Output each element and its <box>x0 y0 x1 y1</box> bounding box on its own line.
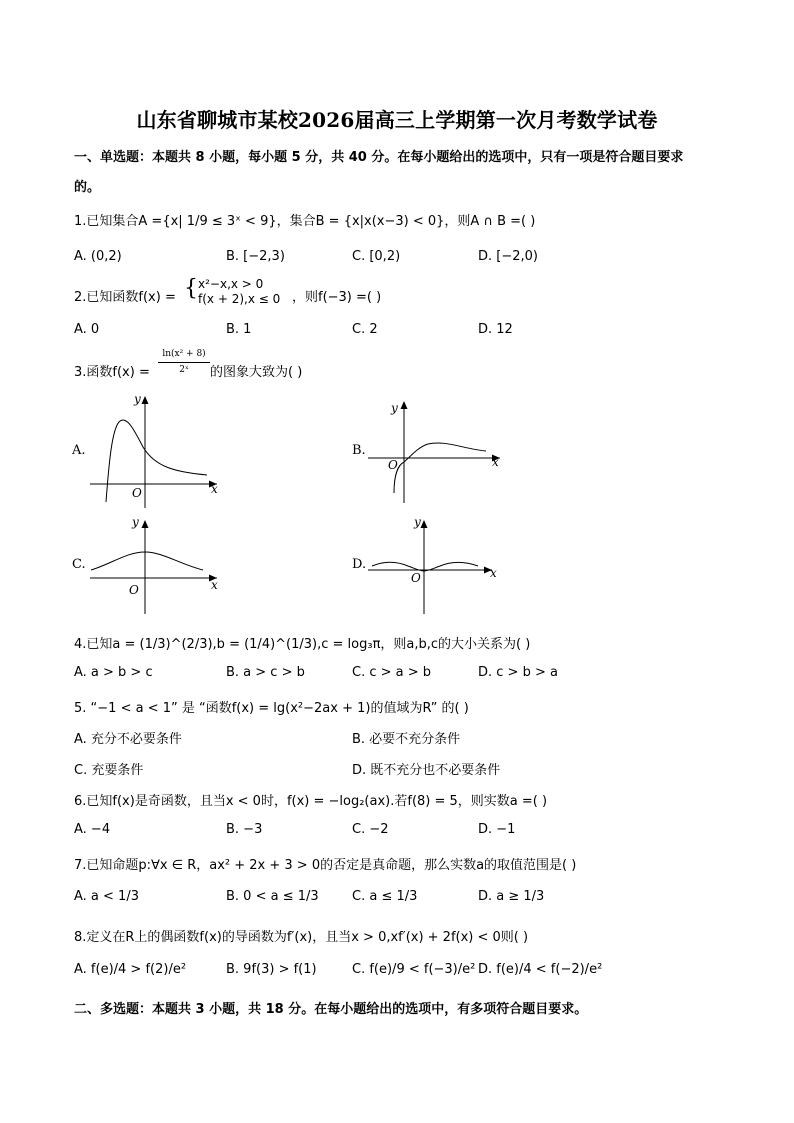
question-8-option-c: C. f(e)/9 < f(−3)/e² <box>352 962 476 977</box>
fraction-bar <box>158 362 210 363</box>
question-4-option-a: A. a > b > c <box>74 665 153 680</box>
question-5-option-c: C. 充要条件 <box>74 763 144 778</box>
section-2-heading: 二、多选题：本题共 3 小题，共 18 分。在每小题给出的选项中，有多项符合题目要求。 <box>74 1002 588 1017</box>
piecewise-case-1: x²−x,x > 0 <box>198 277 264 291</box>
graph-b-x-label: x <box>492 455 499 469</box>
question-7-option-a: A. a < 1/3 <box>74 889 139 904</box>
graph-c-origin: O <box>129 583 139 597</box>
graph-a <box>85 392 230 510</box>
graph-a-y-label: y <box>134 392 141 406</box>
question-1-option-b: B. [−2,3) <box>226 249 285 264</box>
graph-c-x-label: x <box>211 578 218 592</box>
question-7-option-b: B. 0 < a ≤ 1/3 <box>226 889 319 904</box>
graph-b-curve <box>394 443 486 493</box>
graph-d-y-label: y <box>414 515 421 529</box>
graph-d-y-arrow <box>421 520 428 528</box>
question-7-option-d: D. a ≥ 1/3 <box>478 889 545 904</box>
question-1-stem: 1.已知集合A ={x| 1/9 ≤ 3ˣ < 9}，集合B = {x|x(x−3) < 0}，则A ∩ B =( ) <box>74 214 536 229</box>
graph-b-origin: O <box>388 458 398 472</box>
graph-a-label: A. <box>72 443 86 458</box>
piecewise-case-2: f(x + 2),x ≤ 0 <box>198 292 281 306</box>
question-2-option-c: C. 2 <box>352 322 378 337</box>
question-8-option-b: B. 9f(3) > f(1) <box>226 962 317 977</box>
graph-d <box>362 514 507 618</box>
question-7-stem: 7.已知命题p:∀x ∈ R，ax² + 2x + 3 > 0的否定是真命题，那么实数a的取值范围是( ) <box>74 858 577 873</box>
question-6-option-b: B. −3 <box>226 822 263 837</box>
graph-b-y-label: y <box>391 401 398 415</box>
question-4-option-c: C. c > a > b <box>352 665 432 680</box>
graph-c-y-arrow <box>142 520 149 528</box>
fraction-denominator: 2ˣ <box>179 365 189 375</box>
question-3-stem-prefix: 3.函数f(x) = <box>74 365 150 380</box>
section-1-heading-line1: 一、单选题：本题共 8 小题，每小题 5 分，共 40 分。在每小题给出的选项中，只有一项是符合题目要求 <box>74 150 684 165</box>
question-4-option-d: D. c > b > a <box>478 665 558 680</box>
question-5-option-b: B. 必要不充分条件 <box>352 732 461 747</box>
question-6-stem: 6.已知f(x)是奇函数，且当x < 0时，f(x) = −log₂(ax).若f(8) = 5，则实数a =( ) <box>74 794 548 809</box>
question-5-stem: 5. “−1 < a < 1” 是 “函数f(x) = lg(x²−2ax + 1)的值域为R” 的( ) <box>74 701 469 716</box>
question-8-option-a: A. f(e)/4 > f(2)/e² <box>74 962 187 977</box>
graph-c-label: C. <box>72 557 86 572</box>
piecewise-brace: { <box>184 276 198 301</box>
question-3-stem-suffix: 的图象大致为( ) <box>210 365 303 380</box>
question-5-option-d: D. 既不充分也不必要条件 <box>352 763 501 778</box>
question-2-option-d: D. 12 <box>478 322 513 337</box>
question-7-option-c: C. a ≤ 1/3 <box>352 889 418 904</box>
question-4-stem: 4.已知a = (1/3)^(2/3),b = (1/4)^(1/3),c = log₃π，则a,b,c的大小关系为( ) <box>74 637 531 652</box>
question-1-option-d: D. [−2,0) <box>478 249 538 264</box>
graph-d-label: D. <box>352 557 367 572</box>
graph-d-origin: O <box>411 571 421 585</box>
graph-d-x-label: x <box>490 566 497 580</box>
page-title: 山东省聊城市某校2026届高三上学期第一次月考数学试卷 <box>136 108 658 132</box>
question-1-option-a: A. (0,2) <box>74 249 122 264</box>
graph-b <box>362 395 507 505</box>
graph-a-x-label: x <box>211 482 218 496</box>
section-1-heading-line2: 的。 <box>74 180 101 195</box>
graph-c-curve <box>91 552 203 570</box>
graph-b-label: B. <box>352 443 366 458</box>
question-1-option-c: C. [0,2) <box>352 249 401 264</box>
question-5-option-a: A. 充分不必要条件 <box>74 732 182 747</box>
question-6-option-a: A. −4 <box>74 822 111 837</box>
question-4-option-b: B. a > c > b <box>226 665 305 680</box>
question-6-option-c: C. −2 <box>352 822 389 837</box>
fraction-numerator: ln(x² + 8) <box>162 349 206 359</box>
graph-c <box>85 514 230 618</box>
question-2-stem-prefix: 2.已知函数f(x) = <box>74 290 176 305</box>
graph-a-origin: O <box>132 486 142 500</box>
question-2-option-b: B. 1 <box>226 322 252 337</box>
graph-a-curve <box>106 420 207 502</box>
question-2-option-a: A. 0 <box>74 322 100 337</box>
question-8-option-d: D. f(e)/4 < f(−2)/e² <box>478 962 603 977</box>
graph-b-y-arrow <box>401 401 408 409</box>
question-8-stem: 8.定义在R上的偶函数f(x)的导函数为f′(x)，且当x > 0,xf′(x) + 2f(x) < 0则( ) <box>74 930 529 945</box>
question-2-stem-suffix: ，则f(−3) =( ) <box>292 290 382 305</box>
graph-a-y-arrow <box>142 396 149 404</box>
graph-c-y-label: y <box>132 515 139 529</box>
question-6-option-d: D. −1 <box>478 822 516 837</box>
